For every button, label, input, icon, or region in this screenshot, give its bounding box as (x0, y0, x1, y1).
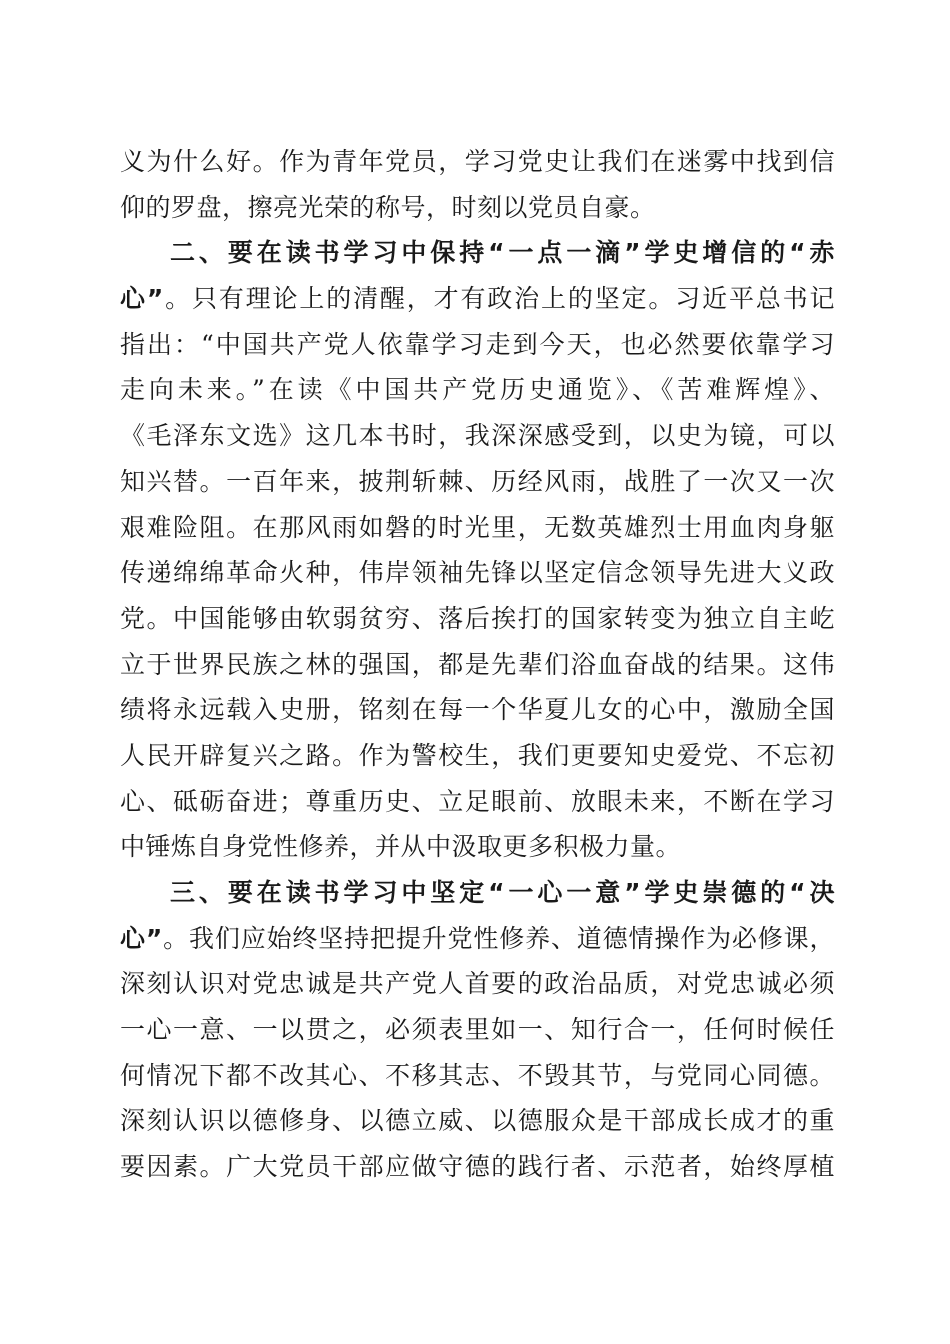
p2-line: 传递绵绵革命火种，伟岸领袖先锋以坚定信念领导先进大义政 (120, 558, 835, 588)
p3-line: 一心一意、一以贯之，必须表里如一、知行合一，任何时候任 (120, 1015, 835, 1045)
p2-line: 艰难险阻。在那风雨如磐的时光里，无数英雄烈士用血肉身躯 (120, 512, 835, 542)
section-3-heading: 三、要在读书学习中坚定“一心一意”学史崇德的“决 (170, 878, 835, 907)
p3-line: 要因素。广大党员干部应做守德的践行者、示范者，始终厚植 (120, 1152, 835, 1182)
p2-line: 知兴替。一百年来，披荆斩棘、历经风雨，战胜了一次又一次 (120, 466, 835, 496)
p2-line: 心、砥砺奋进；尊重历史、立足眼前、放眼未来，不断在学习 (120, 786, 835, 816)
body-text (120, 139, 835, 1190)
p1-line-2: 仰的罗盘，擦亮光荣的称号，时刻以党员自豪。 (120, 192, 656, 222)
section-3-line-2-text: 。我们应始终坚持把提升党性修养、道德情操作为必修课， (162, 923, 835, 953)
p2-line: 指出：“中国共产党人依靠学习走到今天，也必然要依靠学习 (120, 329, 835, 359)
p2-line: 立于世界民族之林的强国，都是先辈们浴血奋战的结果。这伟 (120, 649, 835, 679)
section-3-line-2 (120, 916, 835, 962)
section-2-heading-tail: 心” (120, 284, 164, 314)
p3-line: 深刻认识对党忠诚是共产党人首要的政治品质，对党忠诚必须 (120, 969, 835, 999)
p3-line: 何情况下都不改其心、不移其志、不毁其节，与党同心同德。 (120, 1060, 835, 1090)
section-2-line-2-text: 。只有理论上的清醒，才有政治上的坚定。习近平总书记 (163, 284, 835, 314)
p3-line: 深刻认识以德修身、以德立威、以德服众是干部成长成才的重 (120, 1106, 835, 1136)
p2-line: 绩将永远载入史册，铭刻在每一个华夏儿女的心中，激励全国 (120, 695, 835, 725)
p1-line-1: 义为什么好。作为青年党员，学习党史让我们在迷雾中找到信 (120, 147, 835, 176)
p2-line: 人民开辟复兴之路。作为警校生，我们更要知史爱党、不忘初 (120, 740, 835, 770)
p2-line: 党。中国能够由软弱贫穷、落后挨打的国家转变为独立自主屹 (120, 603, 835, 633)
section-2-heading: 二、要在读书学习中保持“一点一滴”学史增信的“赤 (170, 238, 835, 268)
section-2-line-2 (120, 276, 835, 322)
p2-line: 走向未来。”在读《中国共产党历史通览》、《苦难辉煌》、 (120, 375, 835, 405)
p2-line: 中锤炼自身党性修养，并从中汲取更多积极力量。 (120, 832, 682, 862)
p2-line: 《毛泽东文选》这几本书时，我深深感受到，以史为镜，可以 (120, 421, 835, 451)
section-3-heading-tail: 心” (120, 923, 163, 953)
